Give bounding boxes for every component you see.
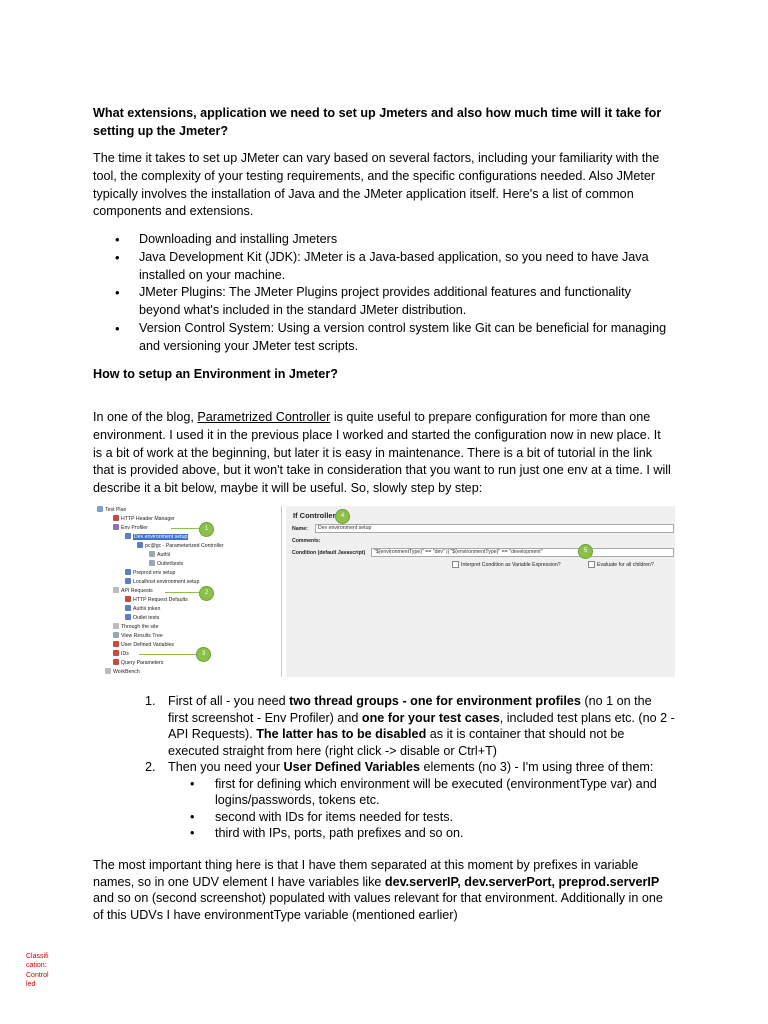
list-item: • third with IPs, ports, path prefixes and so on. bbox=[168, 825, 675, 842]
paragraph-prefixes: The most important thing here is that I have them separated at this moment by prefixes in variable names, so in one UDV element I have variables like dev.serverIP, dev.serverPort, preprod.serverIP and so on (second screenshot) populated with values relevant for that environment. Additionally in one of this UDVs I have environmentType variable (mentioned earlier) bbox=[93, 858, 663, 922]
callout-badge: 5 bbox=[578, 544, 593, 559]
interpret-condition-checkbox[interactable]: Interpret Condition as Variable Expression? bbox=[452, 561, 561, 568]
thread-group-icon bbox=[113, 623, 119, 629]
fragment-icon bbox=[149, 560, 155, 566]
tree-node: pc@gc - Parameterized Controller bbox=[137, 542, 224, 551]
config-icon bbox=[113, 659, 119, 665]
list-item: • JMeter Plugins: The JMeter Plugins project provides additional features and functionality beyond what's included in the standard JMeter distribution. bbox=[93, 284, 673, 320]
classification-label: Classification: Controlled bbox=[26, 953, 49, 988]
callout-arrow bbox=[165, 592, 201, 593]
controller-icon bbox=[125, 533, 131, 539]
jmeter-screenshot bbox=[93, 506, 675, 677]
thread-group-icon bbox=[113, 587, 119, 593]
comments-label: Comments: bbox=[292, 538, 321, 544]
tree-node: API Requests bbox=[113, 587, 153, 596]
evaluate-children-checkbox[interactable]: Evaluate for all children? bbox=[588, 561, 654, 568]
callout-badge: 2 bbox=[199, 586, 214, 601]
list-item: 2. Then you need your User Defined Variables elements (no 3) - I'm using three of them: • first for defining which environment will be executed (environmentType var) and logins/passwords, tokens etc. • second with IDs for items needed for tests. • third with IPs, ports, path prefixes and so on. bbox=[145, 759, 675, 842]
list-item: • Downloading and installing Jmeters bbox=[93, 231, 673, 249]
callout-arrow bbox=[139, 654, 197, 655]
tree-node: Preprod env setup bbox=[125, 569, 175, 578]
name-label: Name: bbox=[292, 526, 308, 532]
paragraph-setup-time: The time it takes to set up JMeter can vary based on several factors, including your familiarity with the tool, the complexity of your testing requirements, and the specific configurations needed. Also JMeter typically involves the installation of Java and the JMeter application itself. Here's a list of common components and extensions. bbox=[93, 151, 660, 219]
tree-node: IDs bbox=[113, 650, 129, 659]
udv-list bbox=[168, 776, 675, 842]
list-item: • second with IDs for items needed for tests. bbox=[168, 809, 675, 826]
controller-icon bbox=[125, 578, 131, 584]
callout-arrow bbox=[171, 528, 201, 529]
heading-environment: How to setup an Environment in Jmeter? bbox=[93, 367, 338, 381]
condition-field[interactable]: "${environmentType}" == "dev" || "${environmentType}" == "development" bbox=[371, 548, 674, 557]
tree-node: View Results Tree bbox=[113, 632, 163, 641]
tree-node: Query Parameters bbox=[113, 659, 163, 668]
tree-node: Localhost environment setup bbox=[125, 578, 199, 587]
controller-icon bbox=[137, 542, 143, 548]
tree-node: Env Profiler bbox=[113, 524, 148, 533]
fragment-icon bbox=[149, 551, 155, 557]
config-icon bbox=[125, 596, 131, 602]
components-list bbox=[93, 231, 673, 356]
condition-label: Condition (default Javascript) bbox=[292, 550, 366, 556]
tree-node: Auth\i bbox=[149, 551, 170, 560]
panel-title: If Controller bbox=[293, 511, 336, 520]
config-icon bbox=[113, 641, 119, 647]
list-item: • first for defining which environment will be executed (environmentType var) and logins/passwords, tokens etc. bbox=[168, 776, 675, 809]
heading-extensions: What extensions, application we need to set up Jmeters and also how much time will it take for setting up the Jmeter? bbox=[93, 106, 662, 138]
tree-node: User Defined Variables bbox=[113, 641, 174, 650]
name-field[interactable]: Dev environment setup bbox=[315, 524, 674, 533]
controller-icon bbox=[125, 614, 131, 620]
tree-node: HTTP Header Manager bbox=[113, 515, 175, 524]
test-plan-icon bbox=[97, 506, 103, 512]
list-item: • Java Development Kit (JDK): JMeter is a Java-based application, so you need to have Java installed on your machine. bbox=[93, 249, 673, 285]
tree-node: Outlet tests bbox=[125, 614, 159, 623]
listener-icon bbox=[113, 632, 119, 638]
config-icon bbox=[113, 515, 119, 521]
controller-icon bbox=[125, 605, 131, 611]
tree-node: Test Plan bbox=[97, 506, 126, 515]
thread-group-icon bbox=[113, 524, 119, 530]
jmeter-tree-panel bbox=[93, 506, 282, 677]
steps-list bbox=[145, 693, 675, 842]
controller-icon bbox=[125, 569, 131, 575]
tree-node: Outlet\tests bbox=[149, 560, 183, 569]
workbench-icon bbox=[105, 668, 111, 674]
callout-badge: 3 bbox=[196, 647, 211, 662]
tree-node: HTTP Request Defaults bbox=[125, 596, 188, 605]
config-icon bbox=[113, 650, 119, 656]
if-controller-panel bbox=[286, 506, 675, 677]
list-item: 1. First of all - you need two thread groups - one for environment profiles (no 1 on the first screenshot - Env Profiler) and one for your test cases, included test plans etc. (no 2 - API Requests). The latter has to be disabled as it is container that should not be executed straight from here (right click -> disable or Ctrl+T) bbox=[145, 694, 675, 758]
paragraph-parametrized-controller: In one of the blog, Parametrized Controller is quite useful to prepare configuration for more than one environment. I used it in the previous place I worked and started the configuration now in new place. It is a bit of work at the beginning, but later it is easy in maintenance. There is a bit of tutorial in the link that is provided above, but it won't take in consideration that you want to run just one env at a time. I will describe it a bit below, maybe it will be useful. So, slowly step by step: bbox=[93, 410, 671, 496]
tree-node: Auth\i token bbox=[125, 605, 160, 614]
tree-node: WorkBench bbox=[105, 668, 140, 677]
list-item: • Version Control System: Using a version control system like Git can be beneficial for managing and versioning your JMeter test scripts. bbox=[93, 320, 673, 356]
callout-badge: 1 bbox=[199, 522, 214, 537]
tree-node: Through the site bbox=[113, 623, 159, 632]
callout-badge: 4 bbox=[335, 509, 350, 524]
tree-node: Dev environment setup bbox=[125, 533, 188, 542]
parametrized-controller-link[interactable]: Parametrized Controller bbox=[197, 410, 331, 424]
